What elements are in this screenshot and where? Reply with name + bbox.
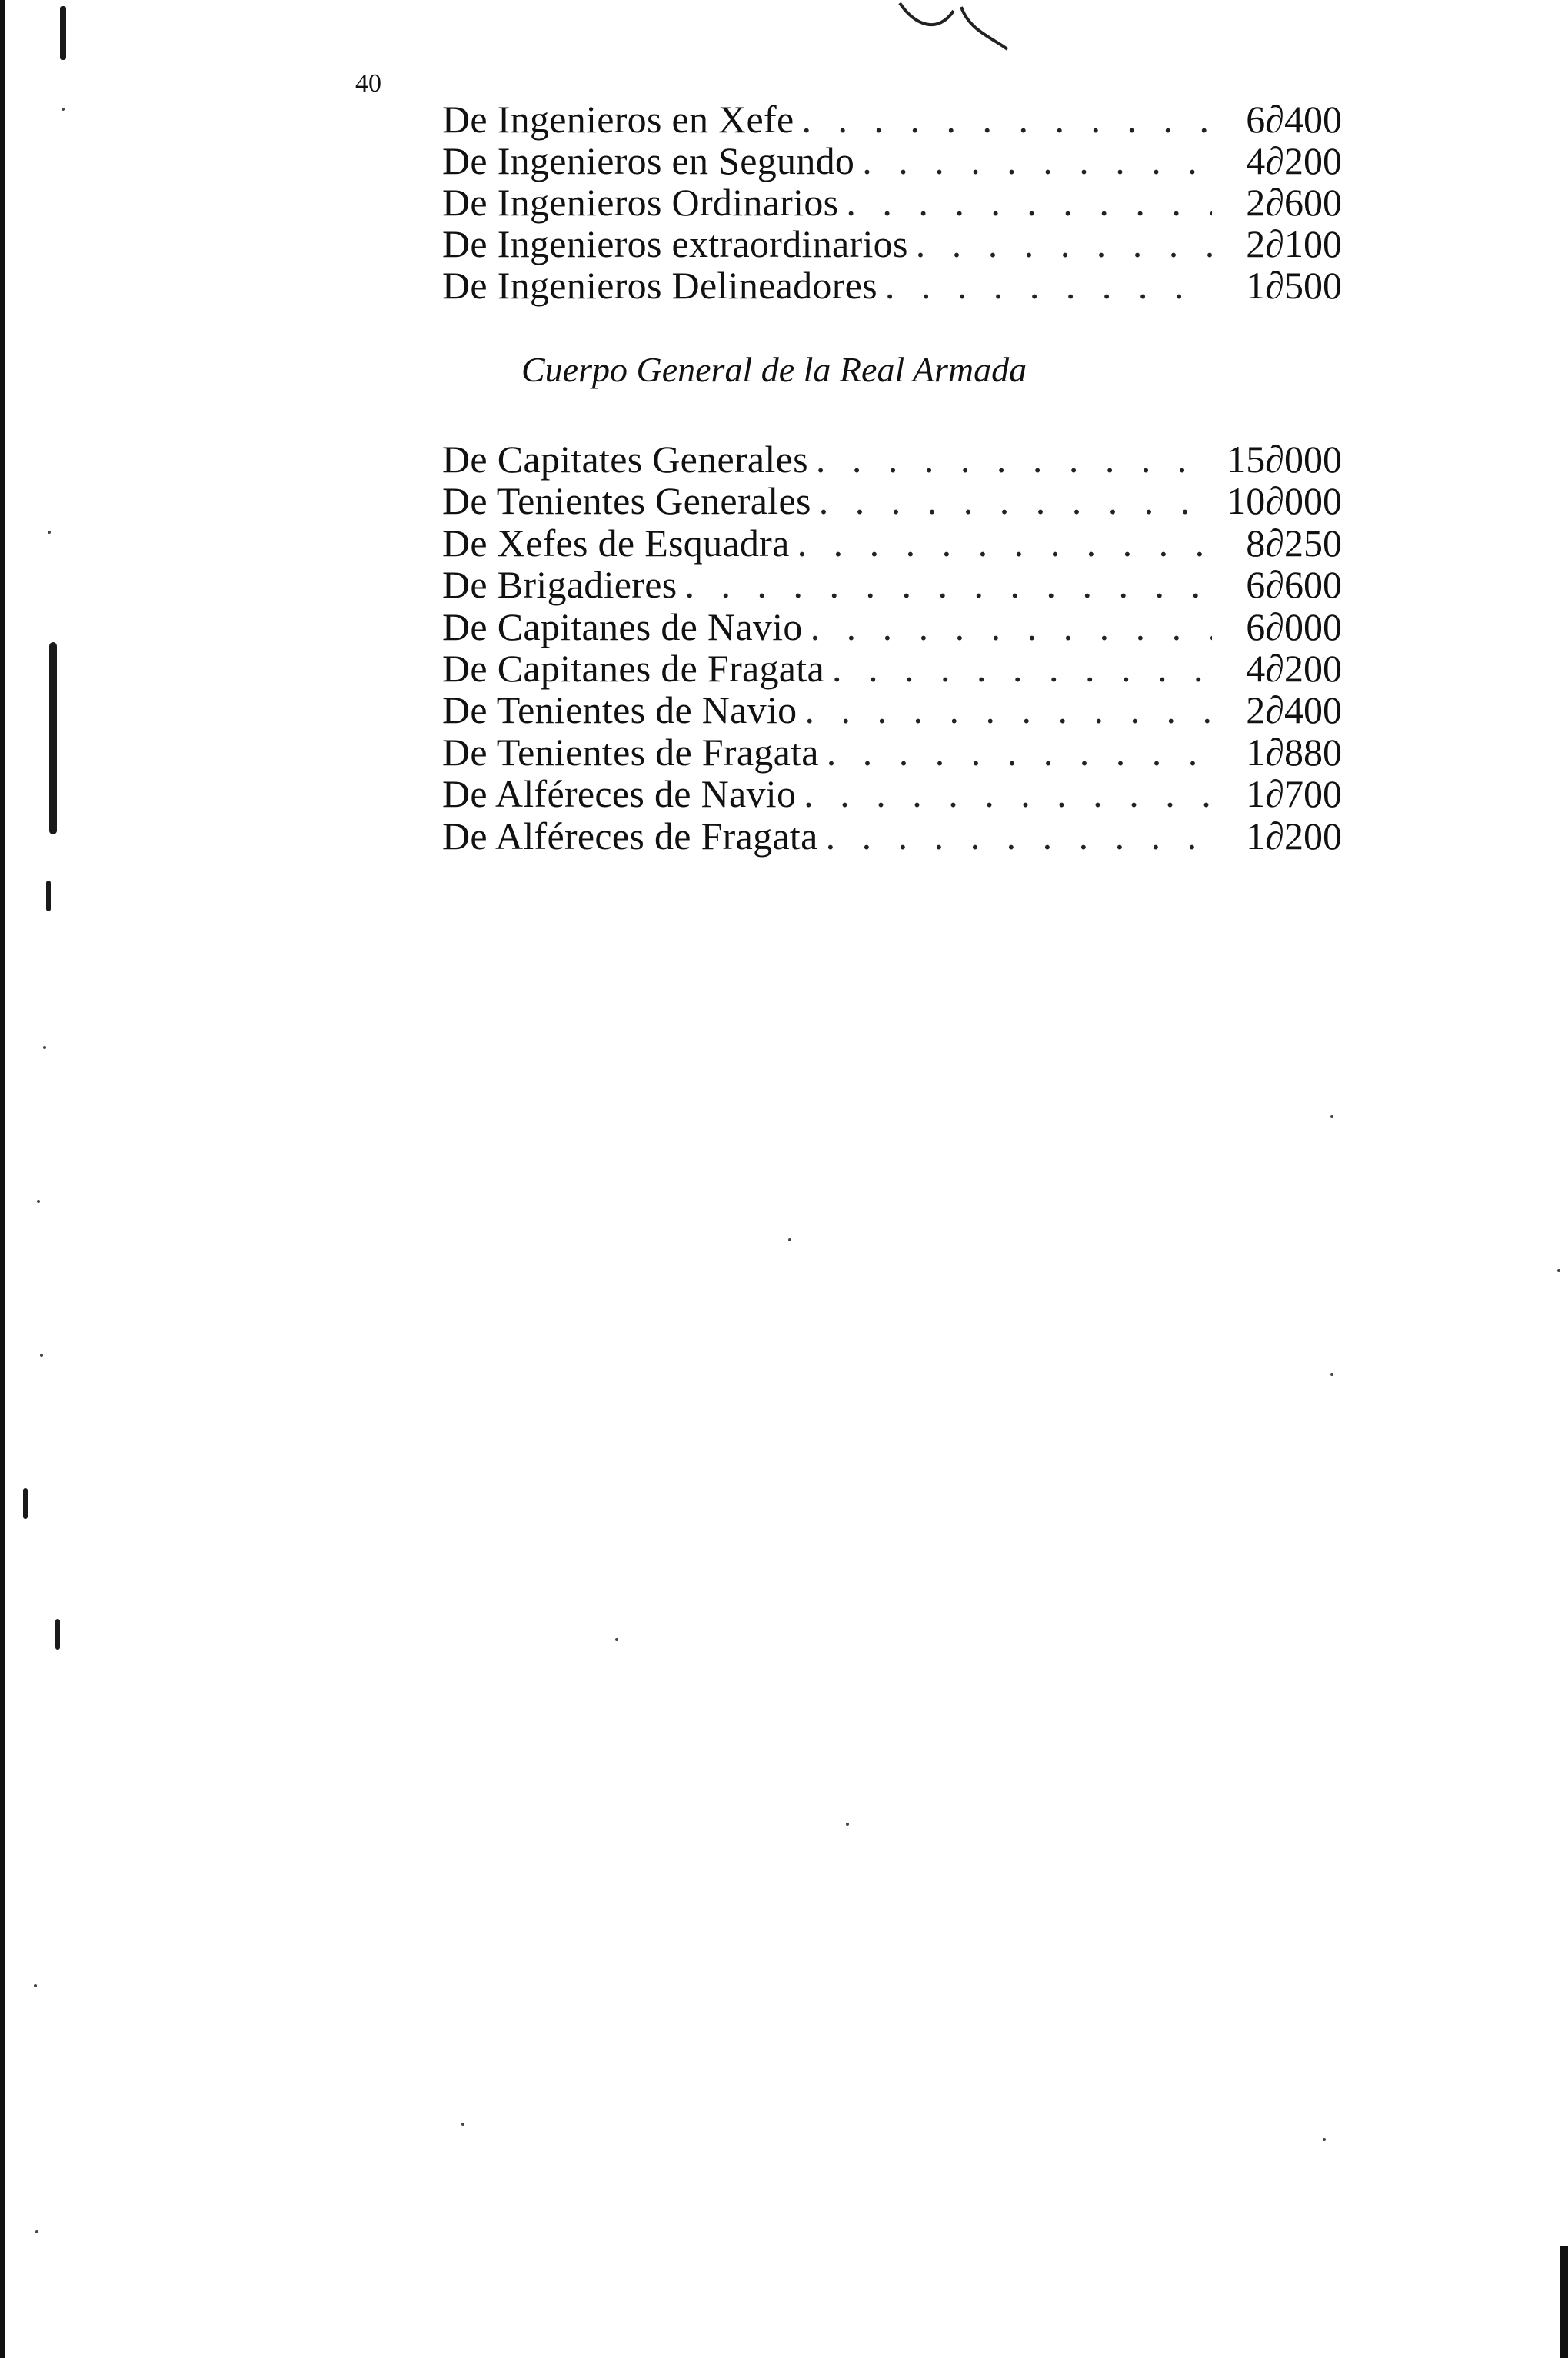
dot-leader — [832, 648, 1212, 689]
salary-row — [442, 438, 1342, 480]
right-page-edge — [1560, 2246, 1568, 2358]
salary-value: 4∂200 — [1246, 646, 1342, 690]
salary-value: 1∂700 — [1246, 772, 1342, 816]
dot-leader — [811, 606, 1212, 648]
scan-speck — [48, 531, 51, 534]
salary-value: 6∂400 — [1246, 98, 1342, 141]
rank-label: De Ingenieros Delineadores — [442, 264, 877, 307]
dot-leader — [827, 731, 1212, 773]
navy-salary-list — [442, 438, 1342, 857]
rank-label: De Xefes de Esquadra — [442, 521, 790, 565]
scan-speck — [846, 1823, 849, 1826]
dot-leader — [801, 98, 1212, 140]
rank-label: De Ingenieros extraordinarios — [442, 222, 908, 265]
rank-label: De Ingenieros en Xefe — [442, 98, 794, 141]
scan-speck — [43, 1046, 46, 1049]
rank-label: De Alféreces de Fragata — [442, 814, 818, 858]
rank-label: De Ingenieros Ordinarios — [442, 181, 839, 224]
scan-speck — [461, 2123, 464, 2126]
salary-row — [442, 480, 1342, 521]
scan-speck — [1330, 1373, 1333, 1376]
engineers-salary-list — [442, 98, 1342, 306]
salary-value: 6∂000 — [1246, 604, 1342, 648]
salary-row — [442, 606, 1342, 648]
scan-speck — [34, 1984, 37, 1987]
salary-value: 10∂000 — [1227, 479, 1342, 523]
dot-leader — [826, 815, 1212, 857]
dot-leader — [684, 564, 1212, 605]
rank-label: De Tenientes de Navio — [442, 688, 797, 732]
page-number: 40 — [355, 69, 381, 98]
scan-speck — [62, 108, 65, 111]
dot-leader — [797, 522, 1212, 564]
salary-row — [442, 648, 1342, 689]
salary-value: 1∂200 — [1246, 814, 1342, 858]
dot-leader — [916, 223, 1212, 265]
rank-label: De Alféreces de Navio — [442, 772, 797, 816]
salary-value: 15∂000 — [1227, 438, 1342, 481]
salary-row — [442, 731, 1342, 773]
dot-leader — [846, 182, 1212, 223]
rank-label: De Capitates Generales — [442, 438, 808, 481]
binding-mark — [46, 881, 51, 911]
rank-label: De Ingenieros en Segundo — [442, 139, 855, 182]
scan-speck — [615, 1638, 618, 1641]
rank-label: De Tenientes de Fragata — [442, 730, 819, 774]
salary-row — [442, 182, 1342, 223]
dot-leader — [885, 265, 1212, 306]
binding-shadow — [49, 642, 57, 834]
binding-mark — [23, 1488, 28, 1519]
scan-speck — [1323, 2138, 1326, 2141]
rank-label: De Brigadieres — [442, 563, 677, 607]
rank-label: De Capitanes de Navio — [442, 604, 803, 648]
scan-speck — [35, 2230, 38, 2233]
rank-label: De Capitanes de Fragata — [442, 646, 824, 690]
salary-row — [442, 815, 1342, 857]
salary-row — [442, 564, 1342, 605]
salary-value: 1∂880 — [1246, 730, 1342, 774]
dot-leader — [816, 438, 1212, 480]
rank-label: De Tenientes Generales — [442, 479, 811, 523]
salary-row — [442, 773, 1342, 814]
salary-value: 6∂600 — [1246, 563, 1342, 607]
salary-value: 2∂100 — [1246, 222, 1342, 265]
scan-speck — [40, 1354, 43, 1357]
ink-scrawl — [884, 0, 1023, 57]
binding-mark — [55, 1619, 60, 1650]
salary-value: 4∂200 — [1246, 139, 1342, 182]
dot-leader — [819, 480, 1212, 521]
scan-speck — [37, 1200, 40, 1203]
salary-value: 1∂500 — [1246, 264, 1342, 307]
dot-leader — [804, 689, 1212, 731]
dot-leader — [804, 773, 1212, 814]
salary-value: 2∂400 — [1246, 688, 1342, 732]
binding-mark — [60, 6, 66, 60]
salary-row — [442, 689, 1342, 731]
salary-value: 8∂250 — [1246, 521, 1342, 565]
salary-row — [442, 140, 1342, 182]
scan-speck — [1557, 1269, 1560, 1272]
dot-leader — [862, 140, 1212, 182]
salary-row — [442, 223, 1342, 265]
scan-speck — [1330, 1115, 1333, 1118]
scan-speck — [788, 1238, 791, 1241]
section-heading: Cuerpo General de la Real Armada — [521, 350, 1027, 389]
salary-row — [442, 522, 1342, 564]
salary-row — [442, 265, 1342, 306]
binding-edge — [0, 0, 5, 2358]
salary-row — [442, 98, 1342, 140]
salary-value: 2∂600 — [1246, 181, 1342, 224]
